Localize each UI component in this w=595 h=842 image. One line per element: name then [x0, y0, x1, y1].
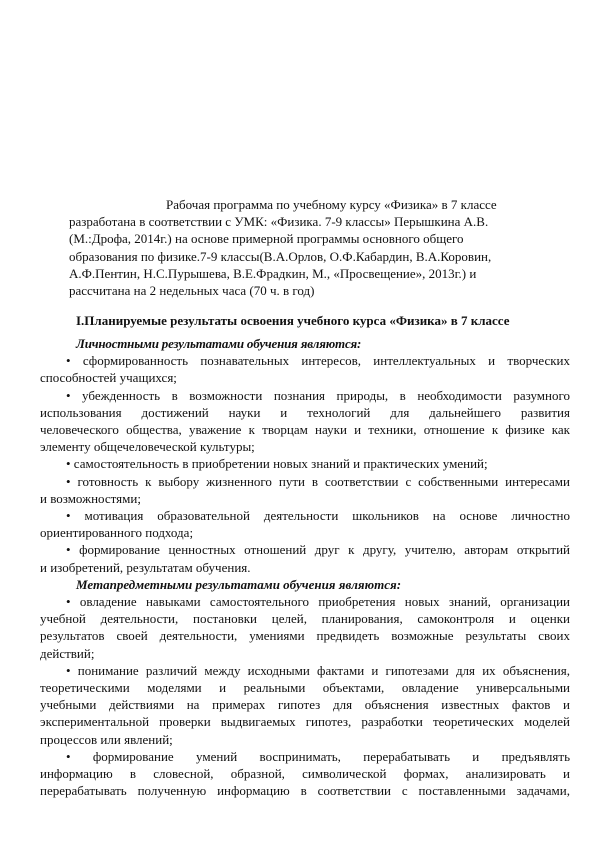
item-line: • понимание различий между исходными фактами и гипотезами для их объяснения,: [66, 662, 570, 678]
item-line: процессов или явлений;: [40, 731, 173, 747]
item-line: • формирование умений воспринимать, перерабатывать и предъявлять: [66, 748, 570, 764]
intro-line: образования по физике.7-9 классы(В.А.Орлов, О.Ф.Кабардин, В.А.Коровин,: [69, 248, 492, 264]
item-line: • сформированность познавательных интересов, интеллектуальных и творческих: [66, 353, 570, 369]
item-line: экспериментальной проверки выдвигаемых гипотез, разработки теоретических моделей: [40, 714, 570, 730]
item-line: результатов своей деятельности, умениями предвидеть возможные результаты своих: [40, 628, 570, 644]
meta-item: [40, 593, 570, 662]
item-line: • овладение навыками самостоятельного приобретения новых знаний, организации: [66, 594, 570, 610]
personal-item: [40, 473, 570, 507]
personal-item: [40, 352, 570, 386]
item-line: • мотивация образовательной деятельности школьников на основе личностно: [66, 508, 570, 524]
item-line: • формирование ценностных отношений друг к другу, учителю, авторам открытий: [66, 542, 570, 558]
item-line: и изобретений, результатам обучения.: [40, 559, 251, 575]
item-line: информацию в словесной, образной, символической формах, анализировать и: [40, 766, 570, 782]
intro-line: рассчитана на 2 недельных часа (70 ч. в год): [69, 283, 315, 299]
personal-item: [40, 541, 570, 575]
intro-paragraph: [69, 196, 527, 299]
meta-results-heading: Метапредметными результатами обучения являются:: [76, 576, 402, 592]
item-line: перерабатывать полученную информацию в соответствии с поставленными задачами,: [40, 783, 570, 799]
intro-line: А.Ф.Пентин, Н.С.Пурышева, В.Е.Фрадкин, М., «Просвещение», 2013г.) и: [69, 265, 477, 281]
personal-results-heading: Личностными результатами обучения являются:: [76, 336, 362, 351]
meta-item: [40, 662, 570, 748]
intro-line: (М.:Дрофа, 2014г.) на основе примерной программы основного общего: [69, 231, 464, 247]
section-title: I.Планируемые результаты освоения учебного курса «Физика» в 7 классе: [76, 313, 510, 328]
intro-line: Рабочая программа по учебному курсу «Физика» в 7 классе: [166, 197, 497, 212]
intro-line: разработана в соответствии с УМК: «Физика. 7-9 классы» Перышкина А.В.: [69, 214, 489, 230]
item-line: использования достижений науки и технологий для дальнейшего развития: [40, 404, 570, 420]
results-body: [40, 335, 570, 799]
item-line: человеческого общества, уважение к творцам науки и техники, отношение к физике как: [40, 422, 570, 438]
item-line: элементу общечеловеческой культуры;: [40, 439, 255, 455]
item-line: учебными действиями на примерах гипотез для объяснения известных фактов и: [40, 697, 570, 713]
item-line: ориентированного подхода;: [40, 525, 194, 541]
item-line: действий;: [40, 645, 95, 661]
personal-item: [40, 507, 570, 541]
item-line: и возможностями;: [40, 490, 141, 506]
item-line: теоретическими моделями и реальными объектами, овладение универсальными: [40, 680, 570, 696]
item-line: способностей учащихся;: [40, 370, 177, 386]
personal-item: [40, 455, 570, 472]
personal-item: [40, 387, 570, 456]
item-line: учебной деятельности, постановки целей, планирования, самоконтроля и оценки: [40, 611, 570, 627]
item-line: • самостоятельность в приобретении новых знаний и практических умений;: [66, 456, 488, 472]
meta-item: [40, 748, 570, 800]
item-line: • убежденность в возможности познания природы, в необходимости разумного: [66, 387, 570, 403]
item-line: • готовность к выбору жизненного пути в соответствии с собственными интересами: [66, 473, 570, 489]
